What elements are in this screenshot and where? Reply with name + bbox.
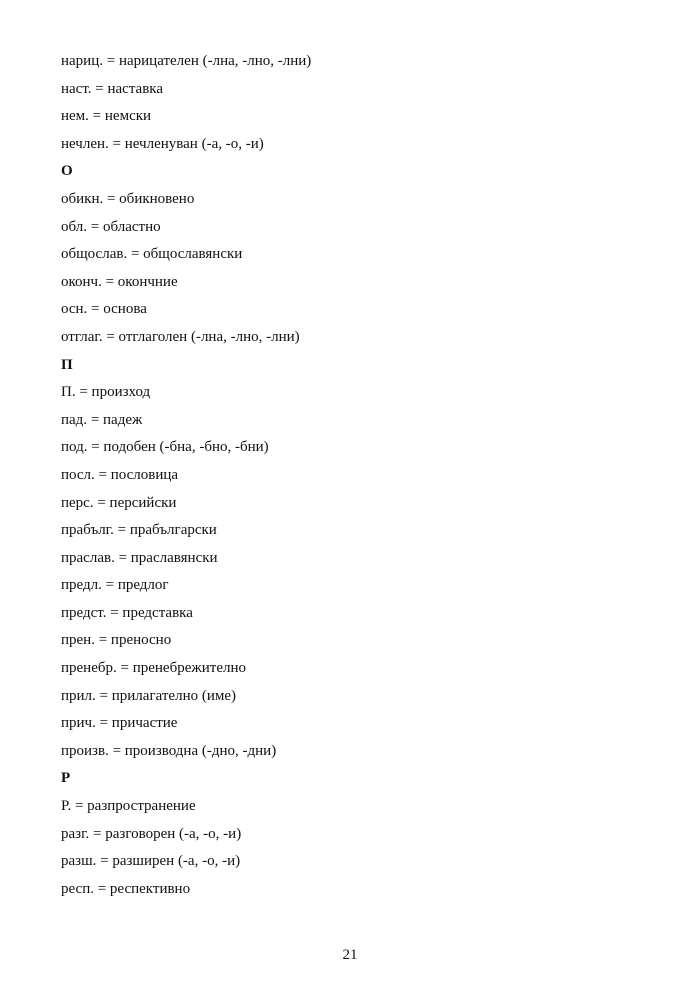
abbreviation-entry: пренебр. = пренебрежително bbox=[61, 660, 246, 677]
abbreviation-entry: разг. = разговорен (-а, -о, -и) bbox=[61, 825, 242, 842]
abbreviation-entry: нечлен. = нечленуван (-а, -о, -и) bbox=[61, 135, 264, 152]
section-letter-heading: О bbox=[61, 163, 73, 180]
abbreviation-entry: общослав. = общославянски bbox=[61, 246, 243, 263]
abbreviation-entry: нариц. = нарицателен (-лна, -лно, -лни) bbox=[61, 53, 312, 69]
abbreviation-entry: прил. = прилагателно (име) bbox=[61, 687, 237, 704]
abbreviation-entry: обл. = областно bbox=[61, 218, 161, 235]
section-letter-heading: Р bbox=[61, 770, 71, 787]
abbreviation-entry: П. = произход bbox=[61, 384, 151, 401]
abbreviation-entry: Р. = разпространение bbox=[61, 798, 196, 815]
abbreviation-entry: посл. = пословица bbox=[61, 466, 179, 483]
abbreviation-entry: пад. = падеж bbox=[61, 411, 143, 428]
abbreviation-entry: прабълг. = прабългарски bbox=[61, 522, 217, 539]
abbreviation-entry: отглаг. = отглаголен (-лна, -лно, -лни) bbox=[61, 328, 300, 345]
abbreviation-list bbox=[61, 48, 661, 903]
abbreviation-entry: предст. = представка bbox=[61, 604, 193, 621]
page-number: 21 bbox=[342, 947, 358, 963]
abbreviation-entry: под. = подобен (-бна, -бно, -бни) bbox=[61, 439, 269, 456]
abbreviation-entry: перс. = персийски bbox=[61, 494, 177, 511]
abbreviation-entry: прен. = преносно bbox=[61, 632, 172, 649]
abbreviation-entry: наст. = наставка bbox=[61, 80, 164, 97]
abbreviation-entry: разш. = разширен (-а, -о, -и) bbox=[61, 853, 241, 870]
abbreviation-entry: произв. = производна (-дно, -дни) bbox=[61, 742, 277, 759]
abbreviation-entry: респ. = респективно bbox=[61, 880, 191, 897]
abbreviation-entry: прич. = причастие bbox=[61, 715, 178, 732]
abbreviation-entry: оконч. = окончние bbox=[61, 273, 178, 290]
abbreviation-entry: нем. = немски bbox=[61, 108, 152, 125]
section-letter-heading: П bbox=[61, 356, 73, 373]
abbreviation-entry: праслав. = праславянски bbox=[61, 549, 218, 566]
abbreviation-entry: обикн. = обикновено bbox=[61, 190, 195, 207]
abbreviation-entry: осн. = основа bbox=[61, 301, 147, 318]
abbreviation-entry: предл. = предлог bbox=[61, 577, 169, 594]
